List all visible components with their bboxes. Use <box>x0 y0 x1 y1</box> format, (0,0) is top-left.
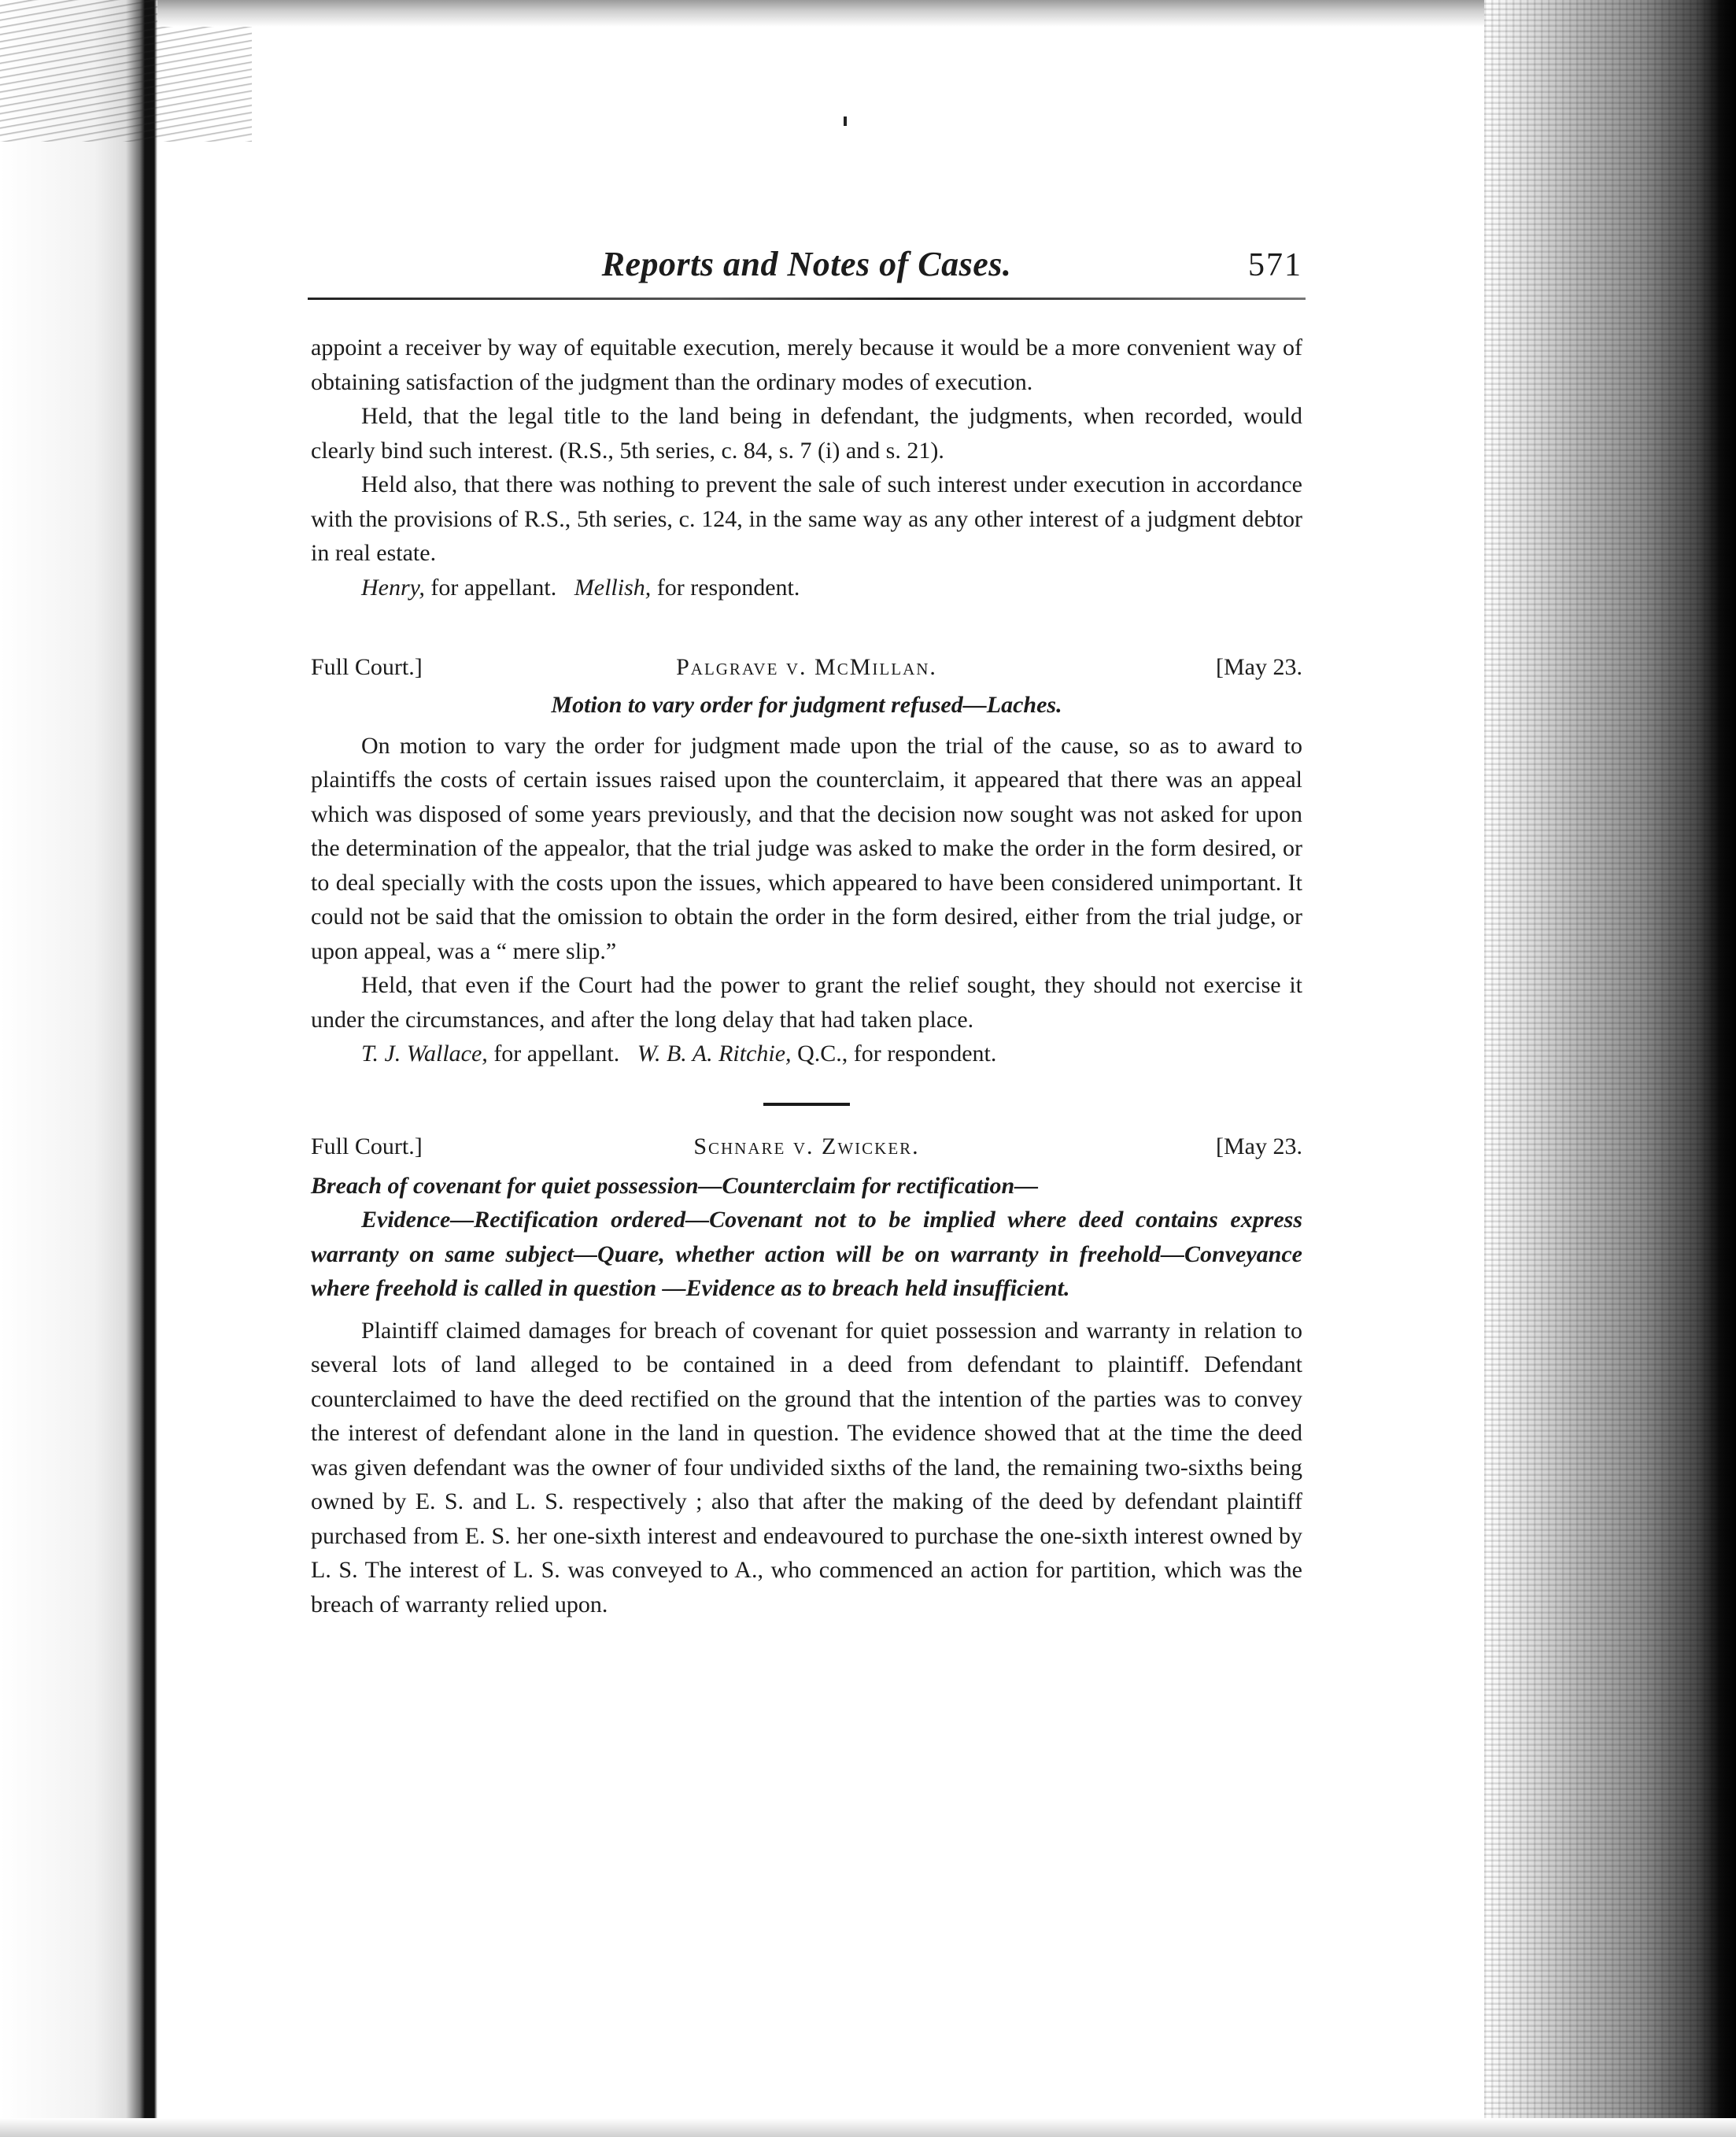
case-headnote: Motion to vary order for judgment refused—Laches. <box>551 692 1062 718</box>
paragraph-continuation: appoint a receiver by way of equitable execution, merely because it would be a more convenient way of obtaining satisfaction of the judgment than the ordinary modes of execution. <box>311 335 1302 395</box>
document-page <box>311 236 1302 1618</box>
paragraph-held: Held, that the legal title to the land being in defendant, the judgments, when recorded, would clearly bind such interest. (R.S., 5th series, c. 84, s. 7 (i) and s. 21). <box>311 403 1302 464</box>
appellant-role: for appellant. <box>487 1041 620 1067</box>
case-date: [May 23. <box>1216 654 1302 680</box>
headnote-continuation: Evidence—Rectification ordered—Covenant not to be implied where deed contains express warranty on same subject—Quare, whether action will be on warranty in freehold—Conveyance where freehold is called in question —Evidence as to breach held insufficient. <box>311 1207 1302 1301</box>
running-title: Reports and Notes of Cases. <box>601 245 1012 283</box>
scan-shadow-bottom <box>0 2118 1736 2137</box>
respondent-role: for respondent. <box>651 574 800 601</box>
case-name: Palgrave v. McMillan. <box>676 654 937 680</box>
appellant-counsel-name: T. J. Wallace, <box>361 1041 488 1067</box>
respondent-counsel-name: W. B. A. Ritchie, <box>637 1041 792 1067</box>
page-header <box>311 236 1302 291</box>
respondent-role: Q.C., for respondent. <box>791 1041 997 1067</box>
case-caption <box>311 1130 1302 1164</box>
case-date: [May 23. <box>1216 1133 1302 1159</box>
counsel-line <box>311 571 1302 605</box>
case-caption <box>311 650 1302 685</box>
case-court: Full Court.] <box>311 654 423 680</box>
page-number: 571 <box>1248 247 1302 283</box>
case-headnote <box>311 1169 1302 1306</box>
respondent-counsel-name: Mellish, <box>574 574 652 601</box>
case-paragraph: On motion to vary the order for judgment made upon the trial of the cause, so as to award to plaintiffs the costs of certain issues raised upon the counterclaim, it appeared that there was an appeal which was disposed of some years previously, and that the decision now sought was not asked for upon the determination of the appealor, that the trial judge was asked to make the order in the form desired, or to deal specially with the costs upon the issues, which appeared to have been considered unimportant. It could not be said that the omission to obtain the order in the form desired, either from the trial judge, or upon appeal, was a “ mere slip.” <box>311 732 1302 964</box>
page-body <box>311 331 1302 1621</box>
appellant-role: for appellant. <box>424 574 557 601</box>
case-palgrave <box>311 650 1302 1071</box>
case-court: Full Court.] <box>311 1133 423 1159</box>
counsel-line <box>311 1037 1302 1071</box>
section-separator-rule <box>763 1103 850 1106</box>
header-rule <box>308 298 1306 300</box>
scan-shadow-top <box>157 0 1495 27</box>
appellant-counsel-name: Henry, <box>361 574 425 601</box>
case-name: Schnare v. Zwicker. <box>693 1133 920 1159</box>
scan-speck <box>844 116 847 126</box>
paragraph-held-also: Held also, that there was nothing to prevent the sale of such interest under execution in accordance with the provisions of R.S., 5th series, c. 124, in the same way as any other interest of a judgment debtor in real estate. <box>311 471 1302 566</box>
case-paragraph-held: Held, that even if the Court had the power to grant the relief sought, they should not exercise it under the circumstances, and after the long delay that had taken place. <box>311 972 1302 1033</box>
case-paragraph: Plaintiff claimed damages for breach of covenant for quiet possession and warranty in relation to several lots of land alleged to be contained in a deed from defendant to plaintiff. Defendant counterclaimed to have the deed rectified on the ground that the intention of the parties was to convey the interest of defendant alone in the land in question. The evidence showed that at the time the deed was given defendant was the owner of four undivided sixths of the land, the remaining two-sixths being owned by E. S. and L. S. respectively ; also that after the making of the deed by defendant plaintiff purchased from E. S. her one-sixth interest and endeavoured to purchase the one-sixth interest owned by L. S. The interest of L. S. was conveyed to A., who commenced an action for partition, which was the breach of warranty relied upon. <box>311 1317 1302 1618</box>
headnote-first-line: Breach of covenant for quiet possession—Counterclaim for rectification— <box>311 1172 1039 1199</box>
scan-page-edge-right <box>1484 0 1736 2137</box>
scan-binding-shadow-left <box>0 0 157 2137</box>
case-schnare <box>311 1130 1302 1622</box>
